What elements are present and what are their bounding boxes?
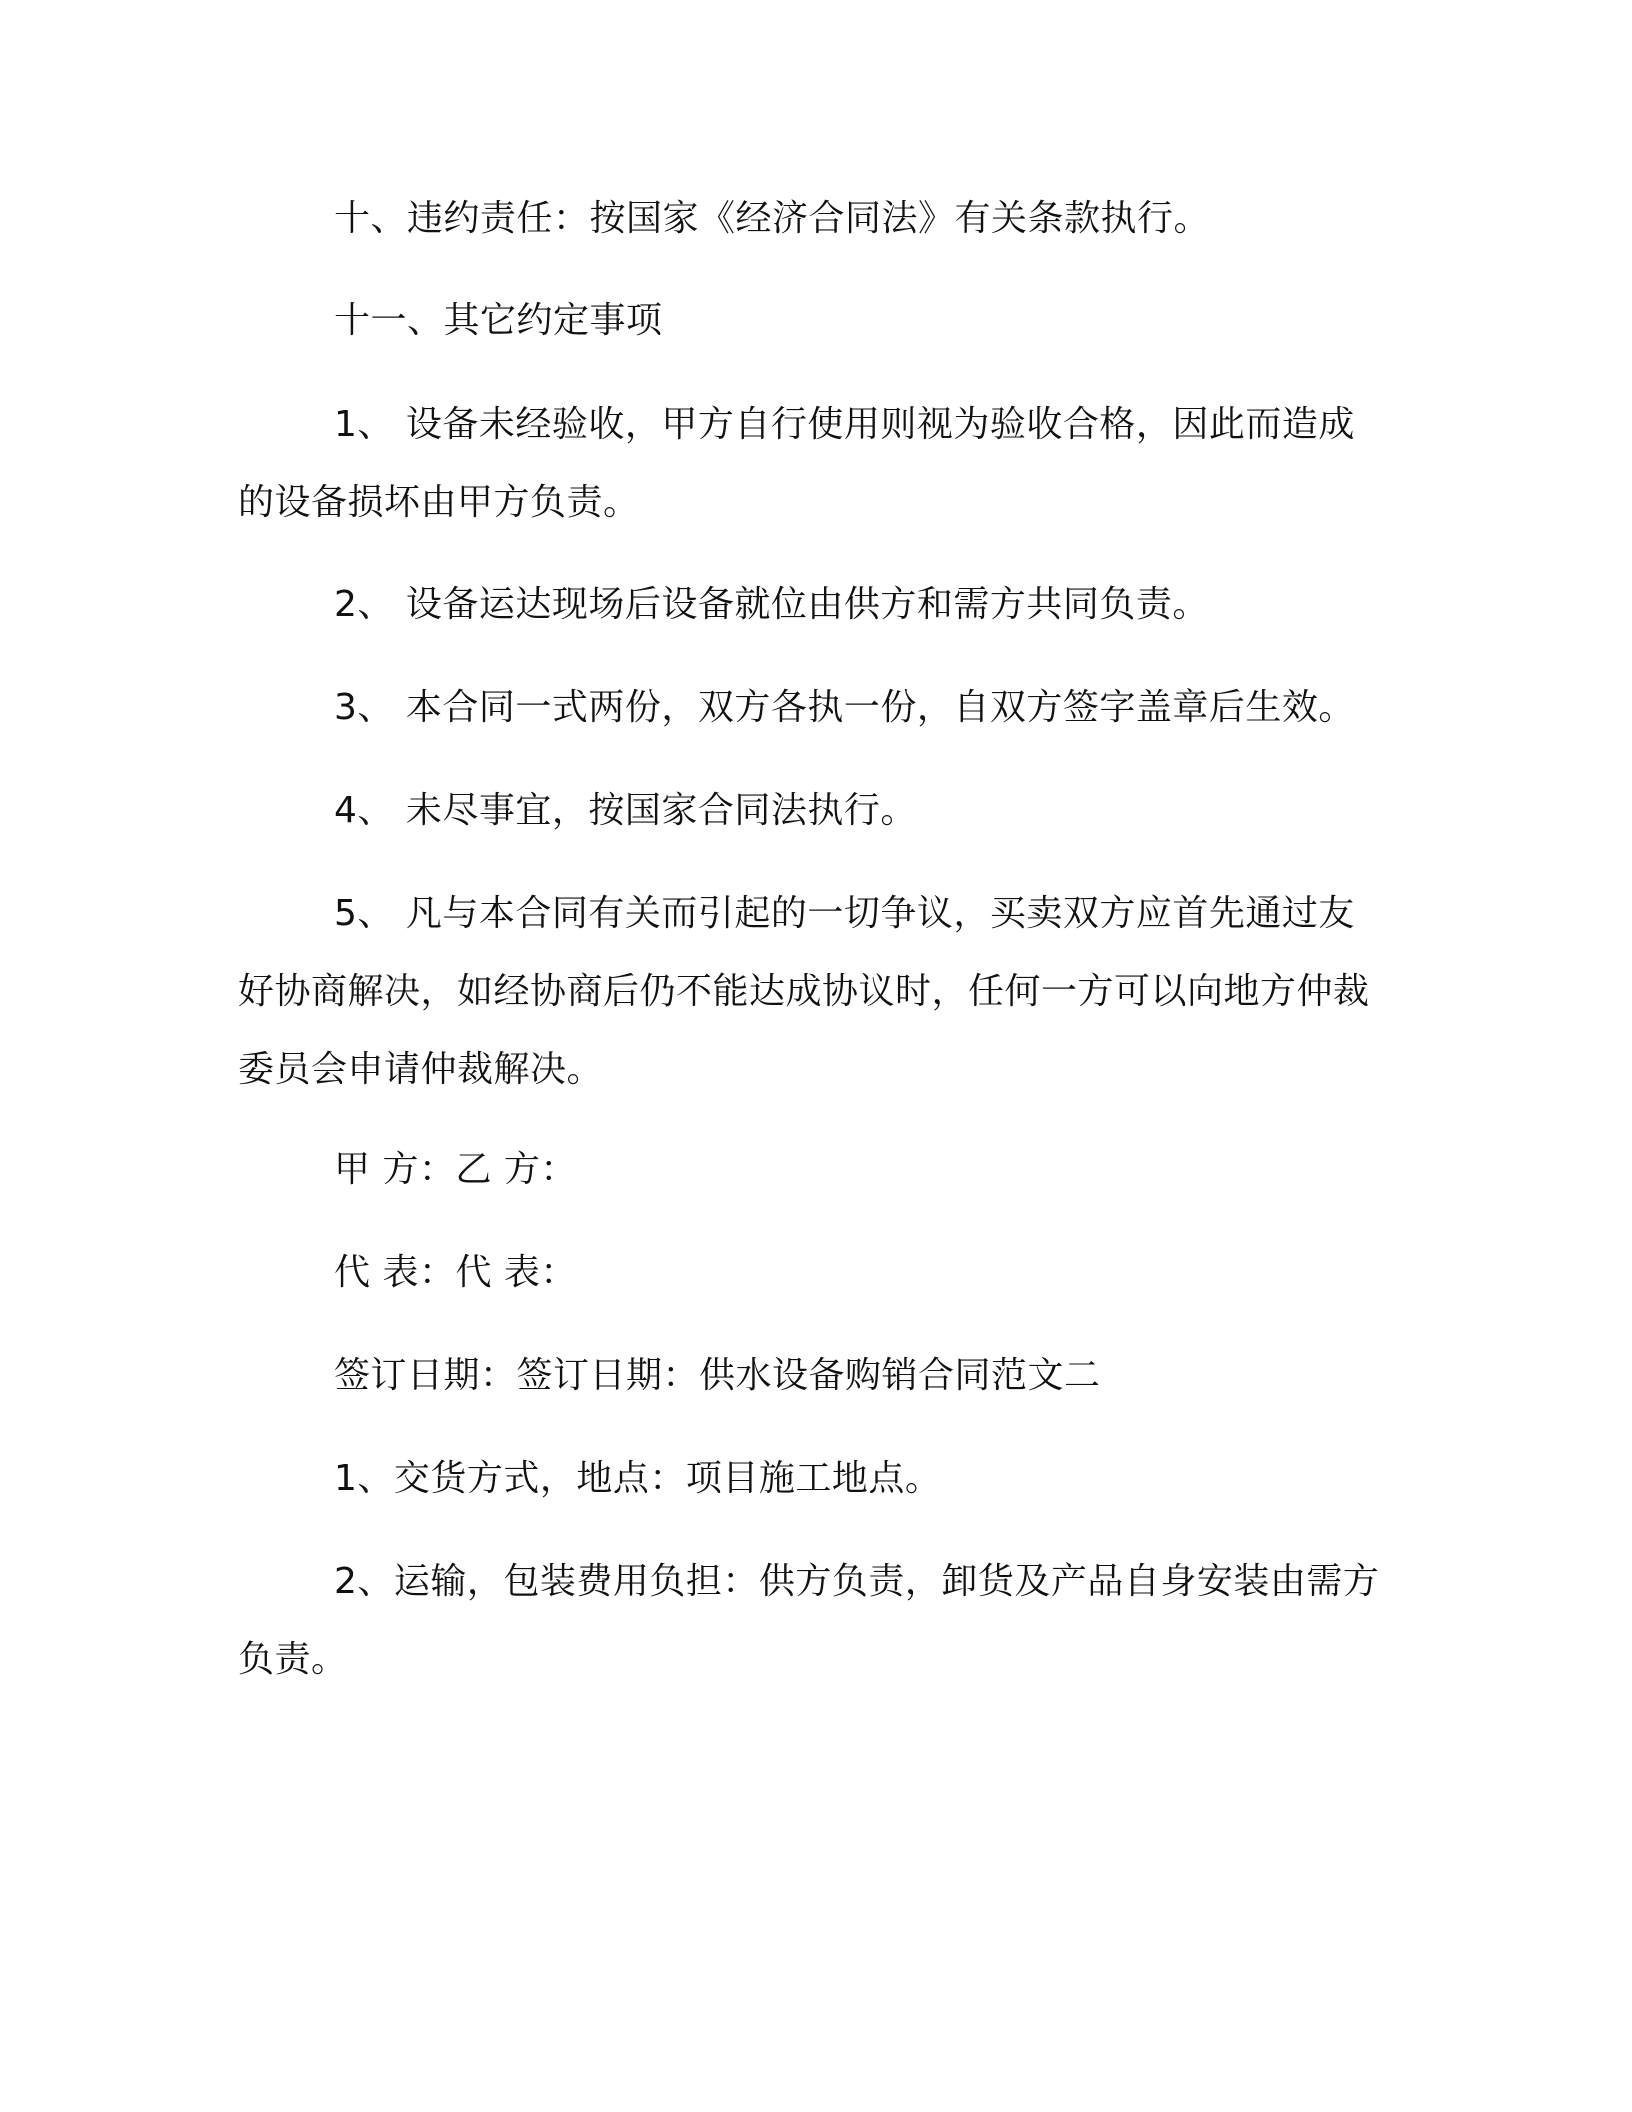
clause-10-liability: 十、违约责任：按国家《经济合同法》有关条款执行。 [334, 198, 1211, 239]
clause-11-item-4: 4、 未尽事宜，按国家合同法执行。 [334, 790, 917, 831]
clause-11-item-1: 1、 设备未经验收，甲方自行使用则视为验收合格，因此而造成的设备损坏由甲方负责。 [238, 404, 1355, 523]
clause-11-heading: 十一、其它约定事项 [334, 300, 663, 341]
party-names-line: 甲 方：乙 方： [334, 1149, 577, 1190]
representatives-line: 代 表：代 表： [334, 1252, 577, 1293]
transport-cost-item: 2、运输，包装费用负担：供方负责，卸货及产品自身安装由需方负责。 [238, 1561, 1380, 1680]
clause-11-item-3: 3、 本合同一式两份，双方各执一份，自双方签字盖章后生效。 [334, 687, 1355, 728]
signing-date-line: 签订日期：签订日期：供水设备购销合同范文二 [334, 1355, 1101, 1396]
clause-11-item-2: 2、 设备运达现场后设备就位由供方和需方共同负责。 [334, 584, 1209, 625]
clause-11-item-5: 5、 凡与本合同有关而引起的一切争议，买卖双方应首先通过友好协商解决，如经协商后仍不能达成协议时，任何一方可以向地方仲裁委员会申请仲裁解决。 [238, 893, 1370, 1090]
delivery-method-item: 1、交货方式，地点：项目施工地点。 [334, 1458, 942, 1499]
